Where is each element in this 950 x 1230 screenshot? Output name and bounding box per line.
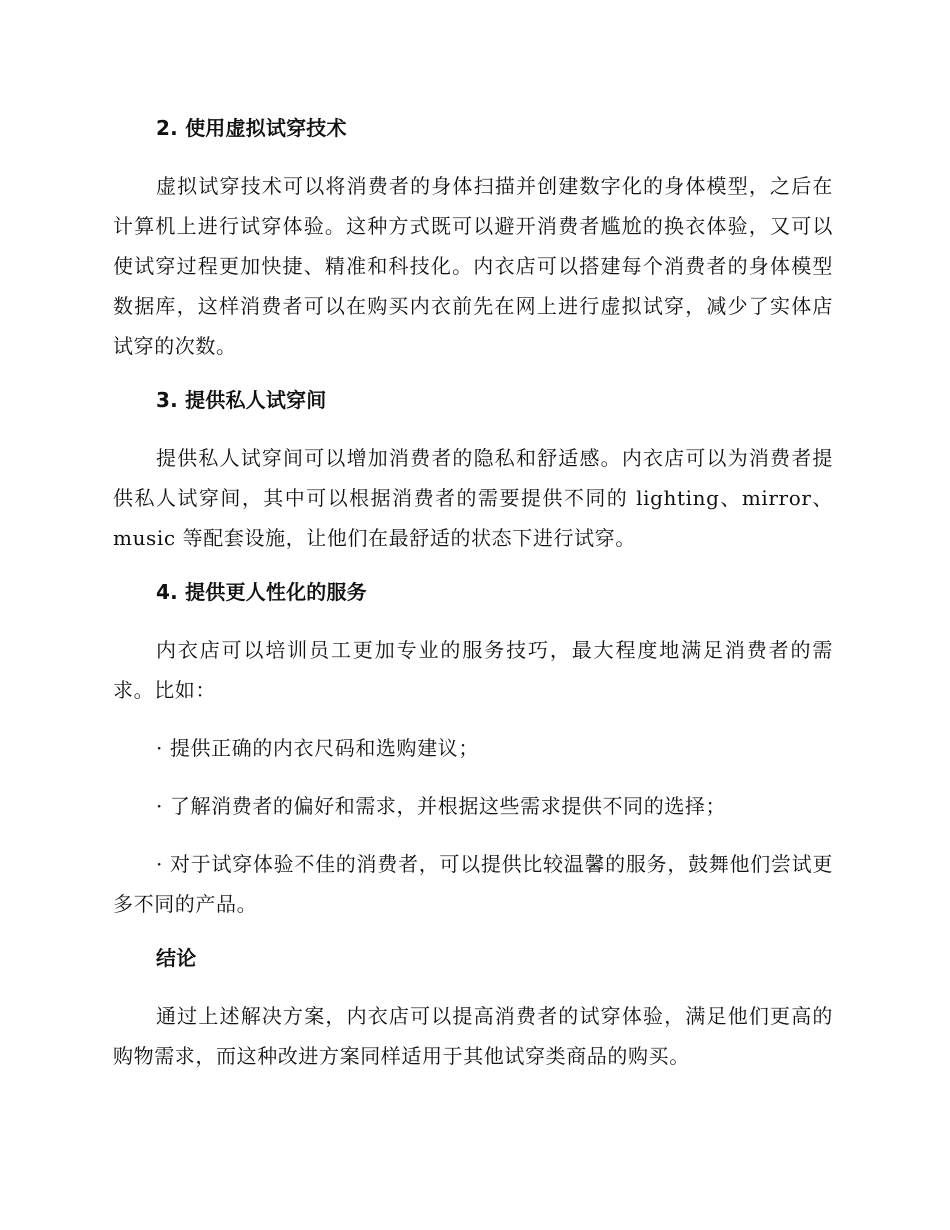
paragraph-conclusion: 通过上述解决方案，内衣店可以提高消费者的试穿体验，满足他们更高的购物需求，而这种改进方案同样适用于其他试穿类商品的购买。 [113,1004,833,1068]
paragraph-private-room: 提供私人试穿间可以增加消费者的隐私和舒适感。内衣店可以为消费者提供私人试穿间，其中可以根据消费者的需要提供不同的 lighting、mirror、music 等配套设施，让他们在最舒适的状态下进行试穿。 [113,446,833,550]
document-body [113,112,833,1076]
section-heading-conclusion: 结论 [156,946,197,970]
section-heading-private-room: 3. 提供私人试穿间 [156,388,327,412]
paragraph-service: 内衣店可以培训员工更加专业的服务技巧，最大程度地满足消费者的需求。比如： [113,638,833,702]
paragraph-virtual-try-on: 虚拟试穿技术可以将消费者的身体扫描并创建数字化的身体模型，之后在计算机上进行试穿体验。这种方式既可以避开消费者尴尬的换衣体验，又可以使试穿过程更加快捷、精准和科技化。内衣店可以搭建每个消费者的身体模型数据库，这样消费者可以在购买内衣前先在网上进行虚拟试穿，减少了实体店试穿的次数。 [113,174,833,358]
section-heading-virtual-try-on: 2. 使用虚拟试穿技术 [156,116,347,140]
section-heading-service: 4. 提供更人性化的服务 [156,580,367,604]
list-item: · 了解消费者的偏好和需求，并根据这些需求提供不同的选择； [156,794,727,818]
list-item: · 对于试穿体验不佳的消费者，可以提供比较温馨的服务，鼓舞他们尝试更多不同的产品。 [113,852,833,916]
list-item: · 提供正确的内衣尺码和选购建议； [156,736,479,760]
